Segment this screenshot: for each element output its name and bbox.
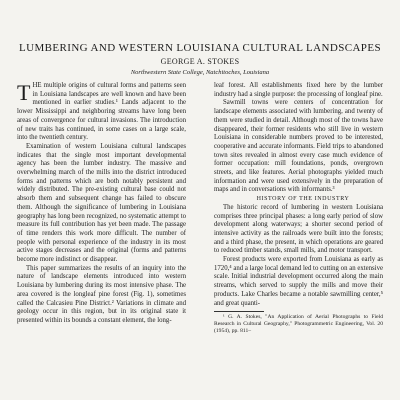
section-heading: HISTORY OF THE INDUSTRY bbox=[256, 196, 350, 203]
right-column bbox=[214, 82, 383, 400]
author-affiliation: Northwestern State College, Natchitoches, Louisiana bbox=[130, 69, 270, 76]
paragraph-intro-text: HE multiple origins of cultural forms and patterns seen in Louisiana landscapes are well known and have been mentioned in earlier studies.¹ Lands adjacent to the lower Mississippi and neighboring streams have long been areas of convergence for cultural invasions. The introduction of new traits has continued, in some cases on a large scale, into the twentieth century. bbox=[17, 82, 186, 142]
article-author: GEORGE A. STOKES bbox=[160, 57, 240, 66]
footnote-divider bbox=[214, 311, 264, 312]
article-title: LUMBERING AND WESTERN LOUISIANA CULTURAL LANDSCAPES bbox=[19, 42, 381, 54]
paragraph-continued: leaf forest. All establishments fixed here by the lumber industry had a single purpose: the processing of longleaf pine. bbox=[214, 82, 383, 98]
paragraph-intro bbox=[17, 82, 186, 143]
footnote: ¹ G. A. Stokes, "An Application of Aerial Photographs to Field Research in Cultural Geography," Photogrammetric Engineering, Vol. 20 (1954), pp. 811– bbox=[214, 314, 383, 335]
paragraph-6: Forest products were exported from Louisiana as early as 1720,⁴ and a large local demand led to cutting on an extensive scale. Initial industrial development occurred along the main streams, which served to supply the mills and move their products. Lake Charles became a notable sawmilling center,⁵ and great quanti- bbox=[214, 256, 383, 307]
paragraph-4: Sawmill towns were centers of concentration for landscape elements associated with lumbering, and twenty of them were studied in detail. Although most of the towns have disappeared, their former residents who still live in western Louisiana in considerable numbers proved to be interested, cooperative and accurate informants. Field trips to abandoned town sites revealed in almost every case much evidence of former occupation: mill foundations, ponds, overgrown streets, and like features. Aerial photographs yielded much information and were used extensively in the preparation of maps and in conversations with informants.³ bbox=[214, 99, 383, 194]
drop-cap: T bbox=[17, 82, 31, 105]
paragraph-3: This paper summarizes the results of an inquiry into the nature of landscape elements introduced into western Louisiana by lumbering during its most intensive phase. The area covered is the longleaf pine forest (Fig. 1), sometimes called the Calcasieu Pine District.² Variations in climate and geology occur in this region, but in its original state it presented within its bounds a constant element, the long- bbox=[17, 264, 186, 324]
paragraph-2: Examination of western Louisiana cultural landscapes indicates that the single most important developmental agency has been the lumber industry. The massive and overwhelming march of the mills into the district introduced forms and patterns which are both notably persistent and widely distributed. The pre-existing cultural base could not absorb them and subsequent change has failed to obscure them. Although the significance of lumbering in Louisiana geography has long been recognized, no systematic attempt to measure its full contribution has yet been made. The passage of time renders this work more difficult. The number of people with personal experience of the industry in its most active stages decreases and the original (forms and patterns become more indistinct or disappear. bbox=[17, 142, 186, 264]
left-column bbox=[17, 82, 186, 400]
paragraph-5: The historic record of lumbering in western Louisiana comprises three principal phases: a long early period of slow development along waterways; a shorter second period of intensive activity as the railroads were built into the forests; and a third phase, the present, in which operations are geared to reduced timber stands, small mills, and motor transport. bbox=[214, 203, 383, 255]
